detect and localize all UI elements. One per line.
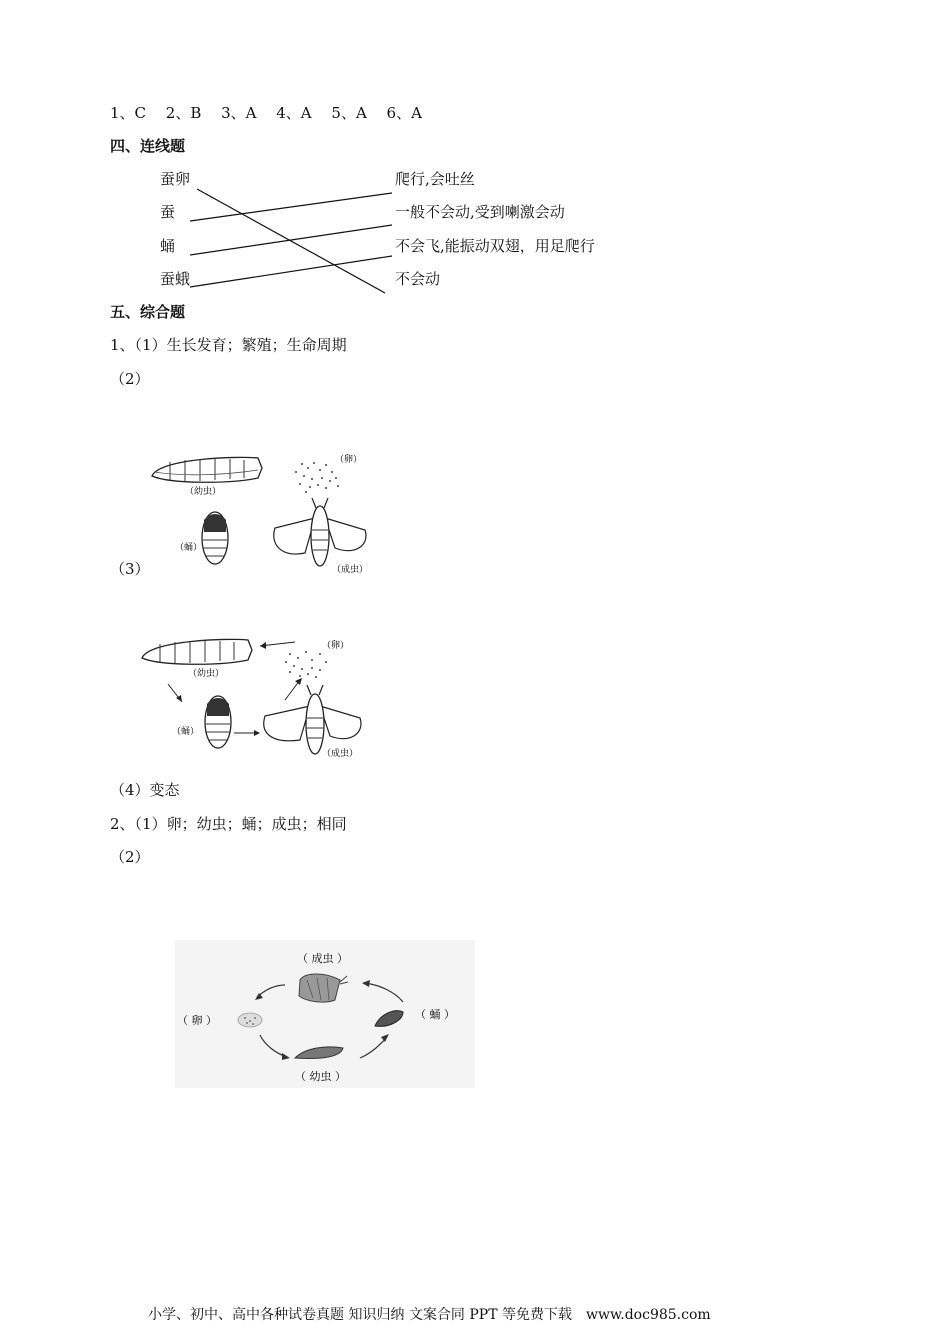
fig1-adult-label: （成虫） bbox=[332, 565, 369, 575]
section4-title: 四、连线题 bbox=[110, 137, 186, 155]
line-moth-to-flutter bbox=[190, 256, 392, 287]
fig2-adult-label: （成虫） bbox=[322, 749, 359, 759]
adult-moth-drawing bbox=[274, 498, 366, 566]
fig3-adult-label: （ 成虫 ） bbox=[297, 952, 348, 965]
line-pupa-to-stimulus bbox=[190, 225, 392, 255]
match-right-1: 爬行,会吐丝 bbox=[395, 170, 475, 188]
q1-part1: 1、（1）生长发育；繁殖；生命周期 bbox=[110, 336, 347, 354]
section5-title: 五、综合题 bbox=[110, 303, 186, 321]
answers-line: 1、C 2、B 3、A 4、A 5、A 6、A bbox=[110, 104, 422, 122]
line-egg-to-still bbox=[197, 189, 385, 293]
match-left-2: 蚕 bbox=[160, 203, 176, 221]
egg-cluster bbox=[295, 462, 339, 493]
egg-cluster-2 bbox=[285, 651, 327, 678]
q1-part3: （3） bbox=[110, 560, 150, 578]
match-left-4: 蚕蛾 bbox=[160, 270, 191, 288]
fig2-egg-label: （卵） bbox=[322, 641, 350, 651]
egg-pile bbox=[238, 1013, 262, 1027]
match-right-4: 不会动 bbox=[395, 270, 441, 288]
match-right-3: 不会飞,能振动双翅，用足爬行 bbox=[395, 237, 595, 255]
match-right-2: 一般不会动,受到喇激会动 bbox=[395, 203, 565, 221]
match-left-3: 蛹 bbox=[160, 237, 176, 255]
larva-drawing-2 bbox=[142, 639, 252, 664]
figure-life-cycle-arrows bbox=[140, 632, 380, 764]
figure-circular-cycle bbox=[175, 940, 475, 1088]
q2-part1: 2、（1）卵；幼虫；蛹；成虫；相同 bbox=[110, 815, 347, 833]
fig2-larva-label: （幼虫） bbox=[188, 669, 225, 679]
fig1-pupa-label: （蛹） bbox=[175, 543, 203, 553]
larva-drawing bbox=[152, 457, 262, 482]
q1-part2: （2） bbox=[110, 370, 150, 388]
fig1-egg-label: （卵） bbox=[335, 455, 363, 465]
fig2-pupa-label: （蛹） bbox=[172, 727, 200, 737]
adult-moth-drawing-2 bbox=[264, 685, 361, 754]
fig1-larva-label: （幼虫） bbox=[185, 487, 222, 497]
pupa-drawing-2 bbox=[205, 696, 231, 748]
matching-lines bbox=[0, 0, 950, 320]
q2-part2: （2） bbox=[110, 848, 150, 866]
figure-life-stages bbox=[140, 448, 380, 580]
footer-text: 小学、初中、高中各种试卷真题 知识归纳 文案合同 PPT 等免费下载 www.doc985.com bbox=[148, 1307, 711, 1323]
q1-part4: （4）变态 bbox=[110, 781, 180, 799]
match-left-1: 蚕卵 bbox=[160, 170, 191, 188]
line-silkworm-to-crawl bbox=[190, 193, 392, 221]
fig3-larva-label: （ 幼虫 ） bbox=[295, 1070, 346, 1083]
fig3-pupa-label: （ 蛹 ） bbox=[415, 1008, 455, 1021]
fig3-egg-label: （ 卵 ） bbox=[177, 1014, 217, 1027]
pupa-drawing bbox=[202, 512, 228, 564]
